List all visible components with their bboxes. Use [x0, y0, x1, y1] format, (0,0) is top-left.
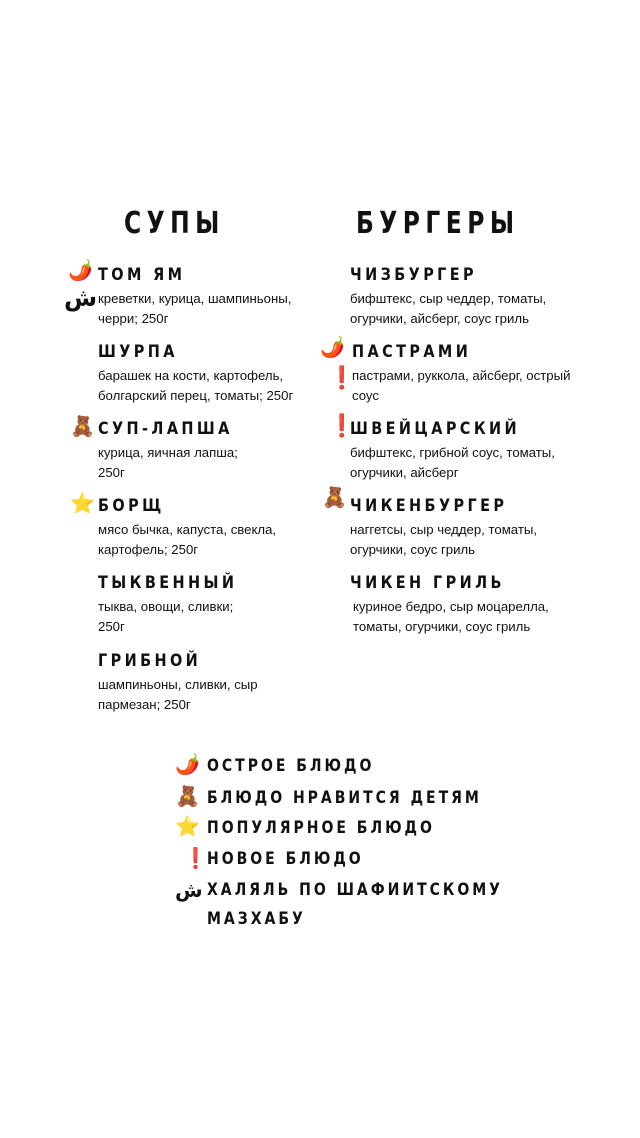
item-description: бифштекс, сыр чеддер, томаты, огурчики, айсберг, соус гриль	[350, 291, 547, 326]
menu-item-tykvennyi	[98, 572, 308, 637]
item-description: шампиньоны, сливки, сыр пармезан; 250г	[98, 677, 258, 712]
menu-item-shurpa	[98, 341, 318, 406]
legend-label: ХАЛЯЛЬ ПО ШАФИИТСКОМУ	[207, 880, 503, 899]
menu-item-shveitsarskiy	[350, 418, 590, 483]
exclamation-icon: ❗	[328, 366, 356, 391]
exclamation-icon: ❗	[328, 414, 356, 439]
menu-item-tom-yam	[98, 264, 308, 329]
item-title: ШВЕЙЦАРСКИЙ	[350, 419, 521, 439]
legend-label-line2: МАЗХАБУ	[207, 909, 306, 928]
menu-item-sup-lapsha	[98, 418, 308, 483]
star-icon: ⭐	[70, 493, 95, 515]
item-description: курица, яичная лапша; 250г	[98, 445, 238, 480]
star-icon: ⭐	[175, 816, 200, 838]
legend-label: ОСТРОЕ БЛЮДО	[207, 756, 375, 775]
item-title: ТЫКВЕННЫЙ	[98, 573, 238, 593]
item-title: ГРИБНОЙ	[98, 651, 202, 671]
soups-title: СУПЫ	[124, 206, 225, 241]
item-title: СУП-ЛАПША	[98, 419, 233, 439]
item-description: барашек на кости, картофель, болгарский перец, томаты; 250г	[98, 368, 294, 403]
halal-icon: ش	[64, 284, 98, 312]
menu-item-chickenburger	[350, 495, 590, 560]
item-description: наггетсы, сыр чеддер, томаты, огурчики, соус гриль	[350, 522, 538, 557]
item-description: креветки, курица, шампиньоны, черри; 250г	[98, 291, 292, 326]
item-title: ЧИКЕНБУРГЕР	[350, 496, 508, 516]
menu-item-gribnoi	[98, 650, 308, 715]
legend-label: НОВОЕ БЛЮДО	[207, 849, 364, 868]
exclamation-icon: ❗	[183, 846, 208, 870]
legend-label: ПОПУЛЯРНОЕ БЛЮДО	[207, 818, 435, 837]
item-description: мясо бычка, капуста, свекла, картофель; 250г	[98, 522, 277, 557]
teddy-bear-icon: 🧸	[70, 416, 95, 438]
halal-icon: ش	[175, 878, 203, 902]
item-description: пастрами, руккола, айсберг, острый соус	[352, 368, 571, 403]
burgers-title: БУРГЕРЫ	[356, 206, 520, 241]
legend-label: БЛЮДО НРАВИТСЯ ДЕТЯМ	[207, 788, 482, 807]
item-description: тыква, овощи, сливки; 250г	[98, 599, 234, 634]
item-title: ЧИКЕН ГРИЛЬ	[350, 573, 505, 593]
menu-item-cheeseburger	[350, 264, 590, 329]
teddy-bear-icon: 🧸	[175, 786, 200, 808]
item-title: ШУРПА	[98, 342, 178, 362]
chili-icon: 🌶️	[175, 754, 200, 776]
item-title: БОРЩ	[98, 496, 165, 516]
item-description: бифштекс, грибной соус, томаты, огурчики, айсберг	[350, 445, 555, 480]
menu-item-borsch	[98, 495, 308, 560]
chili-icon: 🌶️	[68, 260, 93, 282]
menu-item-chicken-grill	[350, 572, 590, 637]
item-title: ЧИЗБУРГЕР	[350, 265, 478, 285]
item-description: куриное бедро, сыр моцарелла, томаты, огурчики, соус гриль	[353, 599, 549, 634]
teddy-bear-icon: 🧸	[322, 487, 347, 509]
item-title: ПАСТРАМИ	[352, 342, 472, 362]
chili-icon: 🌶️	[320, 337, 345, 359]
item-title: ТОМ ЯМ	[98, 265, 186, 285]
menu-item-pastrami	[352, 341, 592, 406]
